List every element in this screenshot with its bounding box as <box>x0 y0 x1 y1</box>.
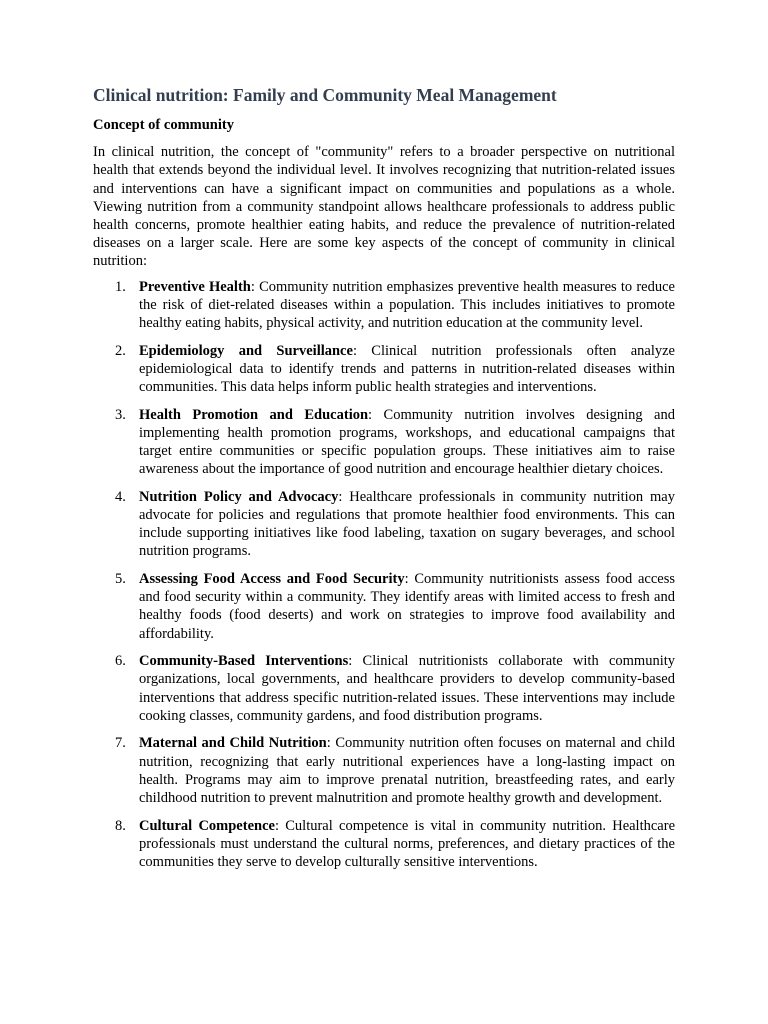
list-item-term: Maternal and Child Nutrition <box>139 735 327 752</box>
document-title: Clinical nutrition: Family and Community Meal Management <box>93 85 557 105</box>
list-item-term: Cultural Competence <box>139 817 275 834</box>
list-item-number: 7. <box>115 735 126 752</box>
list-item <box>93 278 675 333</box>
list-item-text: : Community nutrition emphasizes preventive health measures to reduce the risk of diet-related diseases within a population. This includes initiatives to promote healthy eating habits, physical activity, and nutrition education at the community level. <box>139 278 675 332</box>
list-item-term: Nutrition Policy and Advocacy <box>139 488 339 505</box>
list-item-text: : Healthcare professionals in community nutrition may advocate for policies and regulations that promote healthier food environments. This can include supporting initiatives like food labeling, taxation on sugary beverages, and school nutrition programs. <box>139 488 675 560</box>
list-item-number: 4. <box>115 488 126 505</box>
list-item-number: 2. <box>115 342 126 359</box>
list-item <box>93 817 675 872</box>
list-item-number: 8. <box>115 817 126 834</box>
list-item <box>93 342 675 397</box>
list-item-number: 5. <box>115 571 126 588</box>
list-item-text: : Community nutrition involves designing and implementing health promotion programs, workshops, and educational campaigns that target entire communities or specific population groups. These initiatives aim to raise awareness about the importance of good nutrition and encourage healthier dietary choices. <box>139 406 675 478</box>
list-item-term: Epidemiology and Surveillance <box>139 342 353 359</box>
list-item-number: 3. <box>115 406 126 423</box>
list-item-term: Preventive Health <box>139 278 251 295</box>
list-item-text: : Community nutrition often focuses on maternal and child nutrition, recognizing that early nutritional experiences have a long-lasting impact on health. Programs may aim to improve prenatal nutrition, breastfeeding rates, and early childhood nutrition to prevent malnutrition and promote healthy growth and development. <box>139 735 676 807</box>
list-item <box>93 570 675 643</box>
list-item-text: : Community nutritionists assess food access and food security within a community. They identify areas with limited access to fresh and healthy foods (food deserts) and work on strategies to improve food availability and affordability. <box>139 571 675 642</box>
list-item-term: Health Promotion and Education <box>139 406 369 423</box>
list-item-term: Assessing Food Access and Food Security <box>139 571 405 588</box>
list-item <box>93 406 675 479</box>
section-heading: Concept of community <box>93 117 234 133</box>
list-item-term: Community-Based Interventions <box>139 653 349 670</box>
list-item-text: : Cultural competence is vital in community nutrition. Healthcare professionals must understand the cultural norms, preferences, and dietary practices of the communities they serve to develop culturally sensitive interventions. <box>139 817 676 871</box>
list-item <box>93 488 675 561</box>
list-item <box>93 734 675 807</box>
list-item-text: : Clinical nutrition professionals often analyze epidemiological data to identify trends and patterns in nutrition-related diseases within communities. This data helps inform public health strategies and interventions. <box>139 342 675 396</box>
list-item-number: 6. <box>115 653 126 670</box>
aspects-list <box>93 278 675 872</box>
list-item-number: 1. <box>115 278 126 295</box>
intro-paragraph: In clinical nutrition, the concept of "community" refers to a broader perspective on nutritional health that extends beyond the individual level. It involves recognizing that nutrition-related issues and interventions can have a significant impact on communities and populations as a whole. Viewing nutrition from a community standpoint allows healthcare professionals to address public health concerns, promote healthier eating habits, and reduce the prevalence of nutrition-related diseases on a larger scale. Here are some key aspects of the concept of community in clinical nutrition: <box>93 144 675 270</box>
list-item <box>93 652 675 725</box>
document-page <box>93 84 675 881</box>
list-item-text: : Clinical nutritionists collaborate with community organizations, local governments, and healthcare providers to develop community-based interventions that address specific nutrition-related issues. These interventions may include cooking classes, community gardens, and food distribution programs. <box>139 653 675 724</box>
